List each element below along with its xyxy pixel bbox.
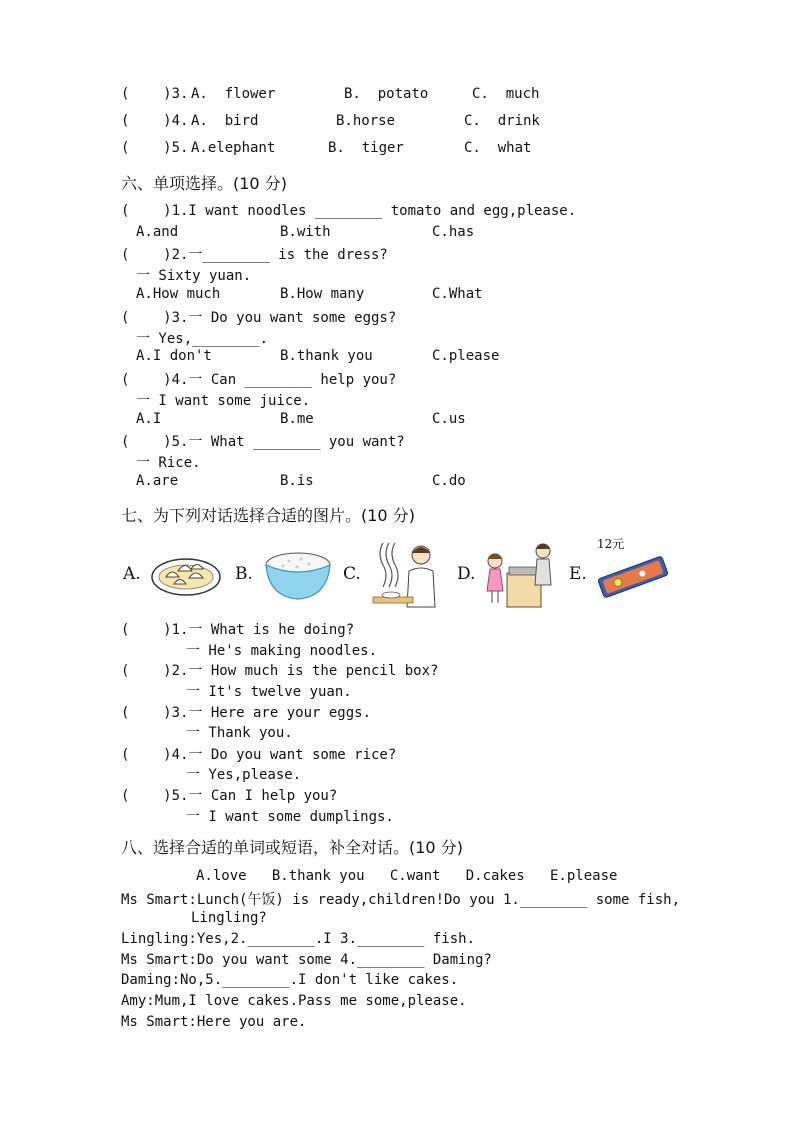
option-b: B.with	[280, 224, 331, 240]
dialogue-reply: 一 Yes,please.	[186, 767, 302, 783]
option-b: B.thank you	[280, 348, 373, 364]
dialogue-line: Ms Smart:Lunch(午饭) is ready,children!Do you 1.________ some fish,	[121, 892, 681, 908]
option-a: A. flower	[191, 86, 276, 102]
option-c: C. much	[472, 86, 540, 102]
noodle-maker-picture	[369, 537, 441, 611]
option-c: C.has	[432, 224, 475, 240]
picture-label-e: E.	[569, 564, 587, 584]
item-number: ( )3.	[121, 86, 189, 102]
dialogue-question: ( )5.一 Can I help you?	[121, 788, 338, 804]
dialogue-reply: 一 Thank you.	[186, 725, 293, 741]
dialogue-question: ( )3.一 Here are your eggs.	[121, 705, 372, 721]
picture-label-d: D.	[457, 564, 476, 584]
option-b: B.How many	[280, 286, 365, 302]
question-reply: 一 I want some juice.	[136, 393, 311, 409]
option-a: A. bird	[191, 113, 259, 129]
rice-bowl-picture	[261, 547, 335, 603]
picture-options-strip	[121, 537, 681, 613]
picture-label-a: A.	[123, 564, 141, 584]
option-b: B.is	[280, 473, 314, 489]
item-number: ( )5.	[121, 140, 189, 156]
question-reply: 一 Sixty yuan.	[136, 268, 252, 284]
option-c: C.us	[432, 411, 466, 427]
question-reply: 一 Yes,________.	[136, 331, 269, 347]
option-a: A.How much	[136, 286, 221, 302]
question-stem: ( )4.一 Can ________ help you?	[121, 372, 397, 388]
question-stem: ( )1.I want noodles ________ tomato and egg,please.	[121, 203, 577, 219]
pencil-box-picture	[595, 551, 671, 603]
part7-title: 七、为下列对话选择合适的图片。(10 分)	[121, 506, 415, 525]
option-b: B. potato	[344, 86, 429, 102]
dialogue-line: Daming:No,5.________.I don't like cakes.	[121, 972, 459, 988]
dialogue-line: Amy:Mum,I love cakes.Pass me some,please.	[121, 993, 467, 1009]
option-c: C. what	[464, 140, 532, 156]
shop-counter-picture	[481, 537, 561, 611]
dialogue-reply: 一 He's making noodles.	[186, 643, 378, 659]
dumplings-picture	[149, 547, 223, 599]
option-c: C.do	[432, 473, 466, 489]
option-c: C.please	[432, 348, 500, 364]
dialogue-reply: 一 It's twelve yuan.	[186, 684, 352, 700]
option-a: A.elephant	[191, 140, 276, 156]
dialogue-question: ( )1.一 What is he doing?	[121, 622, 355, 638]
option-b: B. tiger	[328, 140, 404, 156]
dialogue-reply: 一 I want some dumplings.	[186, 809, 394, 825]
dialogue-question: ( )2.一 How much is the pencil box?	[121, 663, 439, 679]
picture-label-c: C.	[343, 564, 361, 584]
dialogue-line: Lingling:Yes,2.________.I 3.________ fish.	[121, 931, 476, 947]
dialogue-question: ( )4.一 Do you want some rice?	[121, 747, 397, 763]
word-options: A.love B.thank you C.want D.cakes E.please	[196, 868, 618, 884]
question-stem: ( )2.一________ is the dress?	[121, 247, 388, 263]
option-b: B.me	[280, 411, 314, 427]
item-number: ( )4.	[121, 113, 189, 129]
question-reply: 一 Rice.	[136, 455, 201, 471]
question-stem: ( )5.一 What ________ you want?	[121, 434, 405, 450]
option-a: A.I	[136, 411, 162, 427]
part6-title: 六、单项选择。(10 分)	[121, 174, 287, 193]
option-a: A.I don't	[136, 348, 212, 364]
part8-title: 八、选择合适的单词或短语，补全对话。(10 分)	[121, 838, 463, 857]
option-c: C. drink	[464, 113, 540, 129]
dialogue-line: Lingling?	[191, 910, 267, 926]
option-b: B.horse	[336, 113, 396, 129]
option-a: A.and	[136, 224, 179, 240]
picture-label-b: B.	[235, 564, 253, 584]
option-c: C.What	[432, 286, 483, 302]
question-stem: ( )3.一 Do you want some eggs?	[121, 310, 397, 326]
price-tag: 12元	[597, 537, 625, 551]
dialogue-line: Ms Smart:Here you are.	[121, 1014, 307, 1030]
option-a: A.are	[136, 473, 179, 489]
dialogue-line: Ms Smart:Do you want some 4.________ Daming?	[121, 952, 492, 968]
